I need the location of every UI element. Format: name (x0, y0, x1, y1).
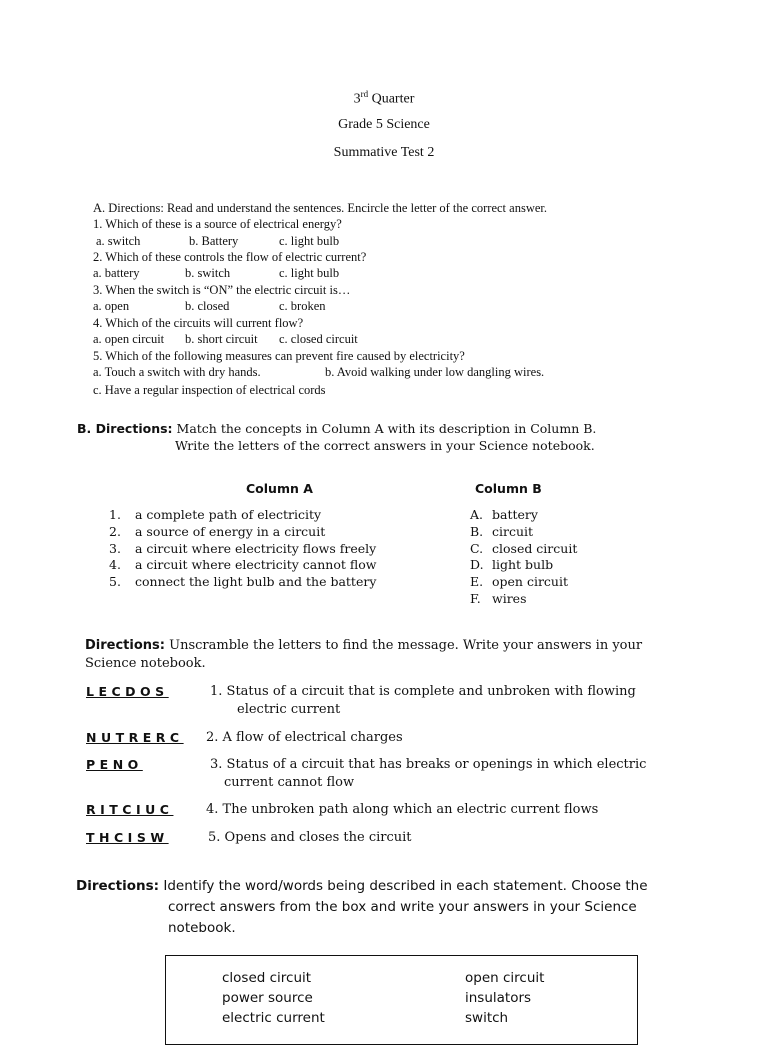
section-d-label: Directions: (76, 878, 160, 894)
word-box-term: open circuit (465, 970, 545, 986)
clue-text: 1. Status of a circuit that is complete and unbroken with flowing (210, 684, 636, 699)
section-b-label: B. Directions: (77, 421, 173, 436)
question-5: 5. Which of the following measures can prevent fire caused by electricity? (93, 349, 465, 363)
column-a-item (109, 541, 376, 558)
quarter-heading (0, 89, 768, 108)
q4-option-c: c. closed circuit (279, 332, 358, 346)
column-b-list (470, 507, 577, 608)
clue-text: 4. The unbroken path along which an electric current flows (206, 802, 599, 817)
grade-heading: Grade 5 Science (338, 117, 430, 132)
item-text: a circuit where electricity flows freely (135, 540, 377, 556)
item-letter: D. (470, 557, 484, 573)
item-letter: F. (470, 590, 481, 606)
item-number: 3. (109, 540, 121, 556)
clue-text: 5. Opens and closes the circuit (208, 830, 412, 845)
q3-option-b: b. closed (185, 299, 230, 313)
word-box-term: electric current (222, 1010, 325, 1026)
scrambled-word: LECDOS (86, 684, 169, 699)
item-number: 1. (109, 507, 121, 522)
section-d-line1: Identify the word/words being described in each statement. Choose the (163, 878, 648, 894)
q3-option-a: a. open (93, 299, 130, 313)
section-c-label: Directions: (85, 638, 165, 653)
q1-option-b: b. Battery (189, 234, 239, 248)
q1-option-c: c. light bulb (279, 234, 340, 248)
section-a-directions: A. Directions: Read and understand the sentences. Encircle the letter of the correct answer. (93, 201, 547, 215)
item-text: open circuit (492, 574, 568, 590)
column-b-item (470, 557, 577, 574)
clue-text: 2. A flow of electrical charges (206, 730, 403, 745)
q2-option-b: b. switch (185, 266, 231, 280)
section-b-line2: Write the letters of the correct answers in your Science notebook. (175, 438, 595, 453)
column-a-item (109, 524, 376, 541)
column-b-item (470, 591, 577, 608)
item-letter: C. (470, 540, 484, 556)
column-a-list (109, 507, 376, 591)
question-3: 3. When the switch is “ON” the electric circuit is… (93, 283, 351, 297)
q2-option-c: c. light bulb (279, 266, 340, 280)
q3-option-c: c. broken (279, 299, 326, 313)
q1-option-a: a. switch (96, 234, 141, 248)
word-box-term: switch (465, 1010, 509, 1026)
q4-option-b: b. short circuit (185, 332, 258, 346)
item-letter: E. (470, 574, 484, 590)
item-text: wires (492, 590, 527, 606)
section-c-directions (85, 638, 642, 653)
quarter-number: 3 (353, 91, 361, 107)
test-heading: Summative Test 2 (333, 145, 435, 160)
column-a-item (109, 574, 376, 591)
question-4: 4. Which of the circuits will current flow? (93, 316, 304, 330)
section-d-line3: notebook. (168, 920, 236, 936)
word-box-term: closed circuit (222, 970, 312, 986)
scrambled-word: RITCIUC (86, 802, 174, 817)
question-2: 2. Which of these controls the flow of electric current? (93, 250, 367, 264)
item-number: 4. (109, 557, 121, 573)
column-b-item (470, 524, 577, 541)
section-d-line2: correct answers from the box and write your answers in your Science (168, 899, 637, 915)
section-c-line2: Science notebook. (85, 656, 206, 671)
q5-option-a: a. Touch a switch with dry hands. (93, 365, 261, 379)
column-a-item (109, 557, 376, 574)
item-text: battery (492, 507, 538, 522)
column-b-item (470, 541, 577, 558)
item-text: light bulb (492, 557, 554, 573)
column-a-title: Column A (246, 481, 313, 496)
item-text: circuit (492, 523, 534, 539)
column-b-item (470, 574, 577, 591)
section-b-directions (77, 421, 596, 436)
q5-option-b: b. Avoid walking under low dangling wires. (325, 365, 545, 379)
clue-text-continued: electric current (237, 702, 341, 717)
quarter-suffix: rd (360, 89, 369, 99)
item-text: closed circuit (492, 540, 578, 556)
item-number: 5. (109, 574, 121, 590)
item-text: a circuit where electricity cannot flow (135, 557, 377, 573)
scrambled-word: PENO (86, 757, 143, 772)
section-b-line1: Match the concepts in Column A with its description in Column B. (176, 421, 597, 436)
section-d-directions (76, 876, 648, 897)
q4-option-a: a. open circuit (93, 332, 165, 346)
item-letter: A. (470, 507, 484, 522)
item-text: a complete path of electricity (135, 507, 322, 522)
quarter-word: Quarter (371, 91, 415, 107)
scrambled-word: NUTRERC (86, 730, 184, 745)
clue-text-continued: current cannot flow (224, 775, 355, 790)
column-b-title: Column B (475, 481, 542, 496)
item-text: a source of energy in a circuit (135, 523, 326, 539)
q2-option-a: a. battery (93, 266, 140, 280)
q5-option-c: c. Have a regular inspection of electrical cords (93, 383, 326, 397)
word-box-term: power source (222, 990, 313, 1006)
question-1: 1. Which of these is a source of electrical energy? (93, 217, 342, 231)
scrambled-word: THCISW (86, 830, 169, 845)
item-letter: B. (470, 523, 484, 539)
clue-text: 3. Status of a circuit that has breaks or openings in which electric (210, 757, 647, 772)
section-c-line1: Unscramble the letters to find the message. Write your answers in your (169, 638, 643, 653)
word-box-term: insulators (465, 990, 532, 1006)
column-b-item (470, 507, 577, 524)
item-number: 2. (109, 523, 121, 539)
item-text: connect the light bulb and the battery (135, 574, 377, 590)
column-a-item (109, 507, 376, 524)
word-box (165, 955, 638, 1045)
